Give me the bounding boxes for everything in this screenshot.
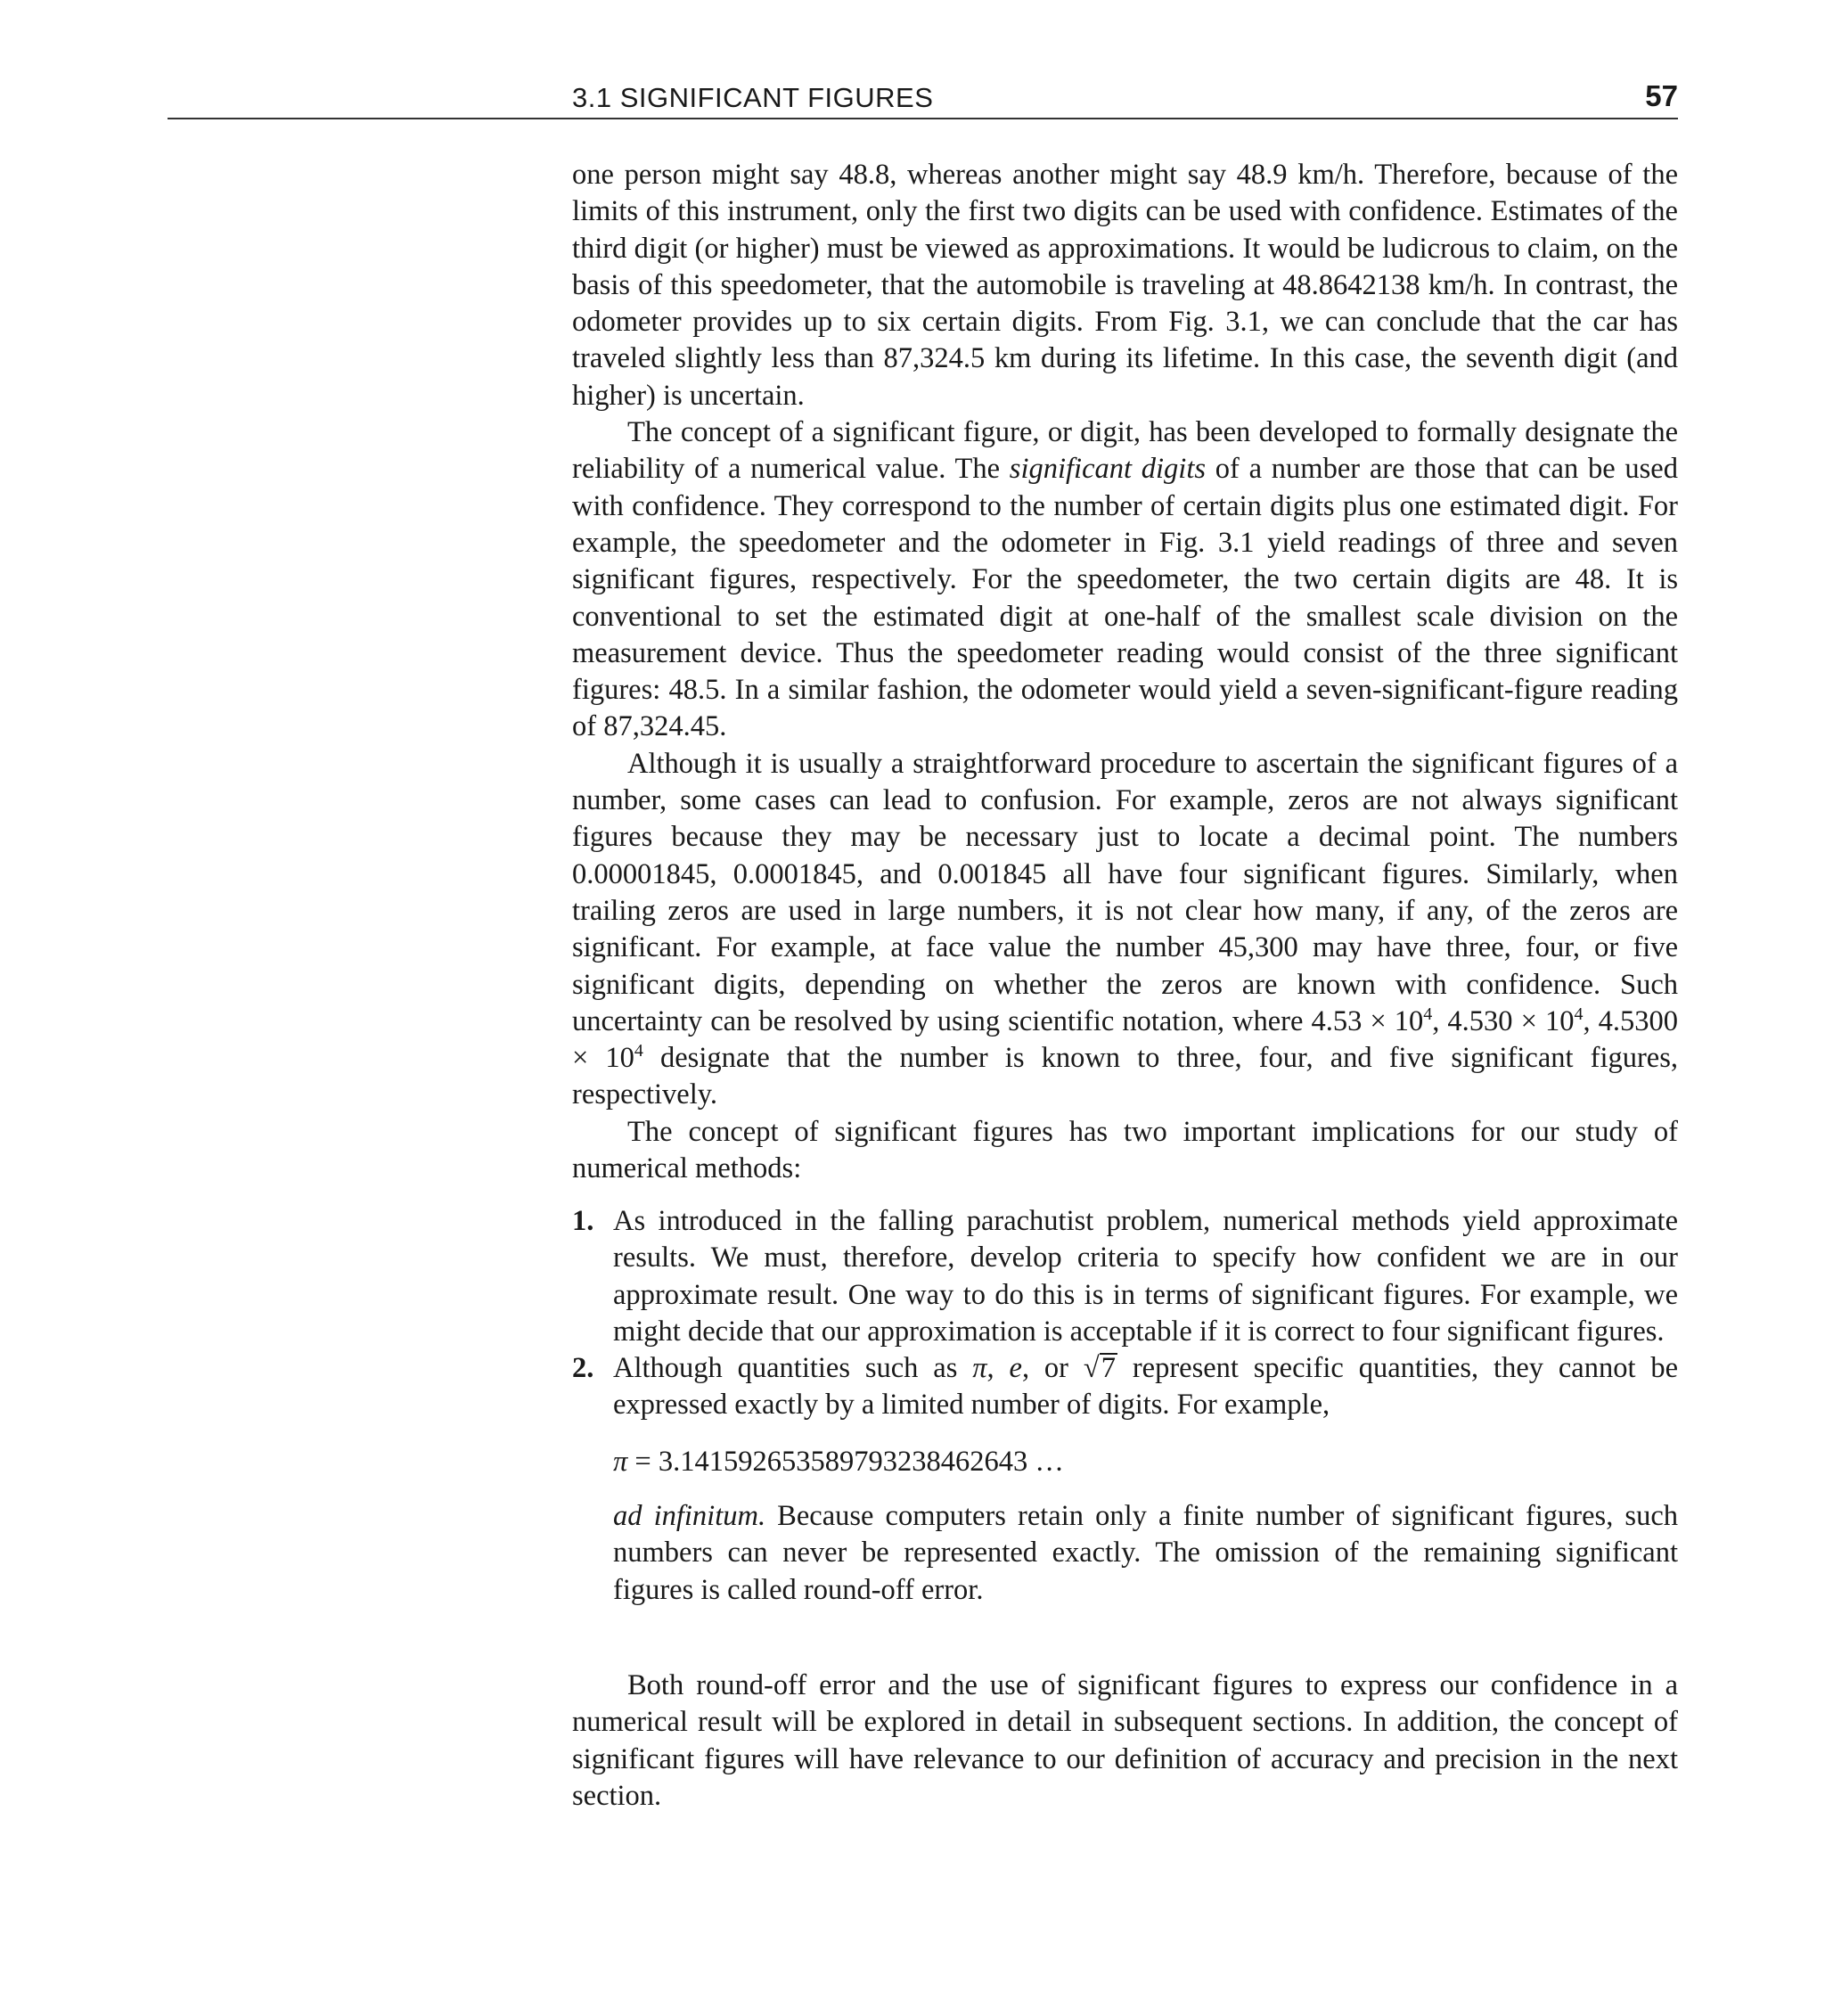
numbered-list xyxy=(572,1203,1678,1609)
paragraph-2 xyxy=(572,414,1678,746)
header-rule xyxy=(168,118,1678,119)
list-item-1 xyxy=(572,1203,1678,1350)
paragraph-3-text-b: , 4.530 × 10 xyxy=(1432,1004,1575,1037)
exponent-3: 4 xyxy=(634,1041,643,1061)
paragraph-3-text-d: designate that the number is known to three, four, and five significant figures, respectively. xyxy=(572,1042,1678,1111)
pi-equation xyxy=(572,1444,1678,1480)
sqrt-expression xyxy=(1084,1350,1117,1387)
list-item-2 xyxy=(572,1350,1678,1424)
page-number: 57 xyxy=(1645,79,1678,112)
equation-pi-symbol: π xyxy=(613,1445,628,1478)
paragraph-5: Both round-off error and the use of significant figures to express our confidence in a numerical result will be explored in detail in subsequent sections. In addition, the concept of significant figures will have relevance to our definition of accuracy and precision in the next section. xyxy=(572,1669,1678,1812)
list-number-1: 1. xyxy=(572,1205,594,1237)
exponent-1: 4 xyxy=(1423,1004,1433,1024)
paragraph-2-text-b: of a number are those that can be used with confidence. They correspond to the number of certain digits plus one estimated digit. For example, the speedometer and the odometer in Fig. 3.1 yield readings of three and seven significant figures, respectively. For the speedometer, the two certain digits are 48. It is conventional to set the estimated digit at one-half of the smallest scale division on the measurement device. Thus the speedometer reading would consist of the three significant figures: 48.5. In a similar fashion, the odometer would yield a seven-significant-figure reading of 87,324.45. xyxy=(572,453,1678,743)
exponent-2: 4 xyxy=(1574,1004,1584,1024)
body-text-top xyxy=(572,157,1678,1187)
list-item-2-sep-1: , xyxy=(986,1352,1010,1385)
sqrt-sign: √ xyxy=(1083,1352,1100,1385)
paragraph-2-text-a: The concept of a significant figure, or digit, has been developed to formally designate the reliability of a numerical value. The xyxy=(572,416,1678,486)
list-item-2-continuation xyxy=(572,1498,1678,1609)
paragraph-3 xyxy=(572,746,1678,1114)
paragraph-4: The concept of significant figures has two important implications for our study of numerical methods: xyxy=(572,1115,1678,1185)
paragraph-3-text-c: , 4.5300 × 10 xyxy=(572,1004,1679,1075)
list-item-2-sep-2: , or xyxy=(1021,1352,1084,1385)
body-text-bottom xyxy=(572,1668,1678,1815)
list-item-1-text: As introduced in the falling parachutist problem, numerical methods yield approximate results. We must, therefore, develop criteria to specify how confident we are in our approximate result. One way to do this is in terms of significant figures. For example, we might decide that our approximation is acceptable if it is correct to four significant figures. xyxy=(613,1205,1678,1348)
sqrt-radicand: 7 xyxy=(1101,1352,1116,1385)
list-item-2-text-b: represent specific quantities, they cannot be expressed exactly by a limited number of digits. For example, xyxy=(613,1352,1679,1422)
paragraph-1: one person might say 48.8, whereas another might say 48.9 km/h. Therefore, because of the limits of this instrument, only the first two digits can be used with confidence. Estimates of the third digit (or higher) must be viewed as approximations. It would be ludicrous to claim, on the basis of this speedometer, that the automobile is traveling at 48.8642138 km/h. In contrast, the odometer provides up to six certain digits. From Fig. 3.1, we can conclude that the car has traveled slightly less than 87,324.5 km during its lifetime. In this case, the seventh digit (and higher) is uncertain. xyxy=(572,159,1678,412)
pi-symbol: π xyxy=(972,1352,987,1385)
paragraph-3-text-a: Although it is usually a straightforward procedure to ascertain the significant figures of a number, some cases can lead to confusion. For example, zeros are not always significant figures because they may be necessary just to locate a decimal point. The numbers 0.00001845, 0.0001845, and 0.001845 all have four significant figures. Similarly, when trailing zeros are used in large numbers, it is not clear how many, if any, of the zeros are significant. For example, at face value the number 45,300 may have three, four, or five significant digits, depending on whether the zeros are known with confidence. Such uncertainty can be resolved by using scientific notation, where 4.53 × 10 xyxy=(572,747,1678,1037)
list-number-2: 2. xyxy=(572,1352,594,1385)
continuation-text: Because computers retain only a finite number of significant figures, such numbers can never be represented exactly. The omission of the remaining significant figures is called round-off error. xyxy=(613,1500,1678,1606)
ad-infinitum-text: ad infinitum. xyxy=(613,1500,766,1533)
equation-value: = 3.141592653589793238462643 … xyxy=(627,1445,1064,1478)
list-item-2-text-a: Although quantities such as xyxy=(613,1352,973,1385)
e-symbol: e xyxy=(1009,1352,1022,1385)
running-head: 3.1 SIGNIFICANT FIGURES xyxy=(572,82,934,113)
paragraph-2-italic-term: significant digits xyxy=(1009,453,1207,486)
